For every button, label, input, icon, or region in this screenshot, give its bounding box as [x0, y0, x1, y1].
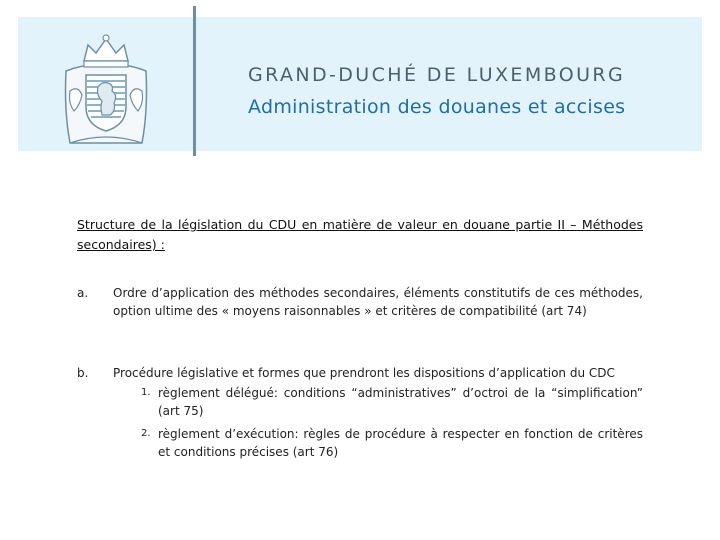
luxembourg-coat-of-arms-icon: [56, 31, 156, 151]
country-name: GRAND-DUCHÉ DE LUXEMBOURG: [248, 64, 626, 86]
administration-name: Administration des douanes et accises: [248, 96, 626, 118]
sub-list-item-text: règlement d’exécution: règles de procédure à respecter en fonction de critères et conditions précises (art 76): [158, 427, 643, 459]
header-divider: [193, 6, 196, 156]
list-item-marker: b.: [77, 366, 89, 380]
sub-list-item-text: règlement délégué: conditions “administratives” d’octroi de la “simplification” (art 75): [158, 386, 643, 418]
list-item-text: Procédure législative et formes que prendront les dispositions d’application du CDC: [113, 366, 615, 380]
sub-list-item-marker: 2.: [141, 428, 151, 439]
list-item-text: Ordre d’application des méthodes secondaires, éléments constitutifs de ces méthodes, option ultime des « moyens raisonnables » et critères de compatibilité (art 74): [113, 286, 643, 318]
sub-list-item: [113, 384, 643, 420]
list-item: [77, 364, 643, 382]
section-heading: Structure de la législation du CDU en matière de valeur en douane partie II – Méthodes secondaires) :: [77, 217, 643, 252]
list-item: [77, 284, 643, 320]
sub-list-item-marker: 1.: [141, 387, 151, 398]
list-item-marker: a.: [77, 286, 89, 300]
sub-list-item: [113, 425, 643, 461]
header-banner: [18, 17, 702, 151]
